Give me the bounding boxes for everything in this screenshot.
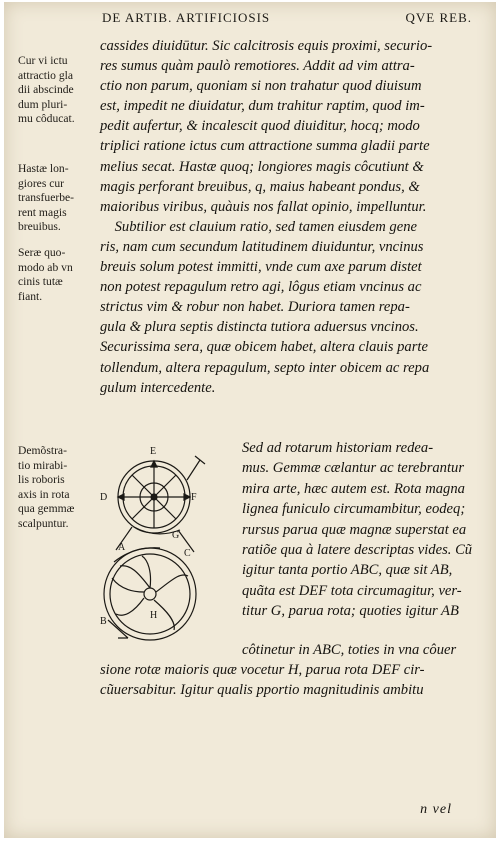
text-line: triplici ratione ictus cum attractione summa gladii parte [100, 138, 430, 155]
text-line: tollendum, altera repagulum, septo inter obicem ac repa [100, 359, 430, 376]
book-page [4, 2, 496, 838]
text-line: est, impedit ne diuidatur, dum trahitur raptim, quod im- [100, 98, 425, 115]
label-C: C [184, 548, 191, 559]
margin-note-locks: Seræ quo- modo ab vn cinis tutæ fiant. [18, 246, 73, 303]
text-line: mus. Gemmæ cælantur ac terebrantur [242, 460, 464, 477]
text-line: lignea funiculo circumambitur, eodeq; [242, 501, 466, 518]
running-head-left: DE ARTIB. ARTIFICIOSIS [102, 10, 271, 25]
text-line: gula & plura septis distincta tutiora aduersus vncinos. [100, 319, 419, 336]
label-H: H [150, 610, 158, 621]
margin-note-gem-wheel: Demõstra- tio mirabi- lis roboris axis in rota qua gemmæ scalpuntur. [18, 444, 75, 530]
text-line: ris, nam cum secundum latitudinem diuiduntur, vncinus [100, 238, 424, 255]
text-line: strictus vim & robur non habet. Duriora tamen repa- [100, 299, 410, 316]
body-text-bottom [100, 640, 464, 700]
text-line: cassides diuidūtur. Sic calcitrosis equis proximi, securio- [100, 38, 433, 54]
margin-note-attraction: Cur vi ictu attractio gla dii abscinde dum pluri- mu côducat. [18, 54, 75, 126]
text-line: magis perforant breuibus, q, maius habeant pondus, & [100, 178, 420, 195]
text-line: Securissima sera, quæ obicem habet, altera clauis parte [100, 339, 428, 356]
label-E: E [150, 446, 157, 457]
text-line: titur G, parua rota; quoties igitur AB [242, 603, 459, 620]
text-line: rursus parua quæ magnæ superstat ea [242, 521, 467, 538]
label-B: B [100, 616, 107, 627]
text-line: igitur tanta portio ABC, quæ sit AB, [242, 562, 453, 579]
label-D: D [100, 492, 108, 503]
body-text-top [100, 36, 464, 398]
text-line: quãta est DEF tota circumagitur, ver- [242, 582, 462, 599]
label-F: F [191, 492, 197, 503]
text-line: melius secat. Hastæ quoq; longiores magis côcutiunt & [100, 158, 424, 175]
catchword: n vel [420, 802, 452, 817]
text-line: sione rotæ maioris quæ vocetur H, parua rota DEF cir- [100, 662, 425, 679]
text-line: gulum intercedente. [100, 379, 216, 396]
text-line: res sumus quàm paulò remotiores. Addit ad vim attra- [100, 58, 415, 75]
running-head-right: QVE REB. [405, 10, 472, 25]
text-line: ctio non parum, quoniam si non trahatur quod diuisum [100, 78, 422, 95]
gem-cutting-wheels-figure [94, 442, 244, 647]
text-line: Sed ad rotarum historiam redea- [242, 440, 434, 456]
text-line: breuis solum potest immitti, vnde cum axe parum distet [100, 259, 422, 276]
text-line: pedit aufertur, & incalescit quod diuiditur, hocq; modo [100, 118, 420, 135]
margin-note-spears: Hastæ lon- giores cur transfuerbe- rent magis breuibus. [18, 162, 75, 234]
label-G: G [172, 530, 180, 541]
text-line: mira arte, hæc autem est. Rota magna [242, 480, 465, 497]
text-line: Subtilior est clauium ratio, sed tamen eiusdem gene [100, 218, 417, 235]
label-A: A [118, 542, 126, 553]
text-line: maioribus viribus, quàuis nos fallat opinio, impelluntur. [100, 198, 427, 215]
body-text-right [242, 438, 473, 622]
text-line: non potest repagulum retro agi, lôgus etiam vncinus ac [100, 279, 422, 296]
text-line: cũuersabitur. Igitur qualis pportio magnitudinis ambitu [100, 682, 424, 699]
text-line: côtinetur in ABC, toties in vna côuer [242, 642, 457, 658]
text-line: ratiõe qua à latere descriptas vides. Cũ [242, 542, 473, 559]
